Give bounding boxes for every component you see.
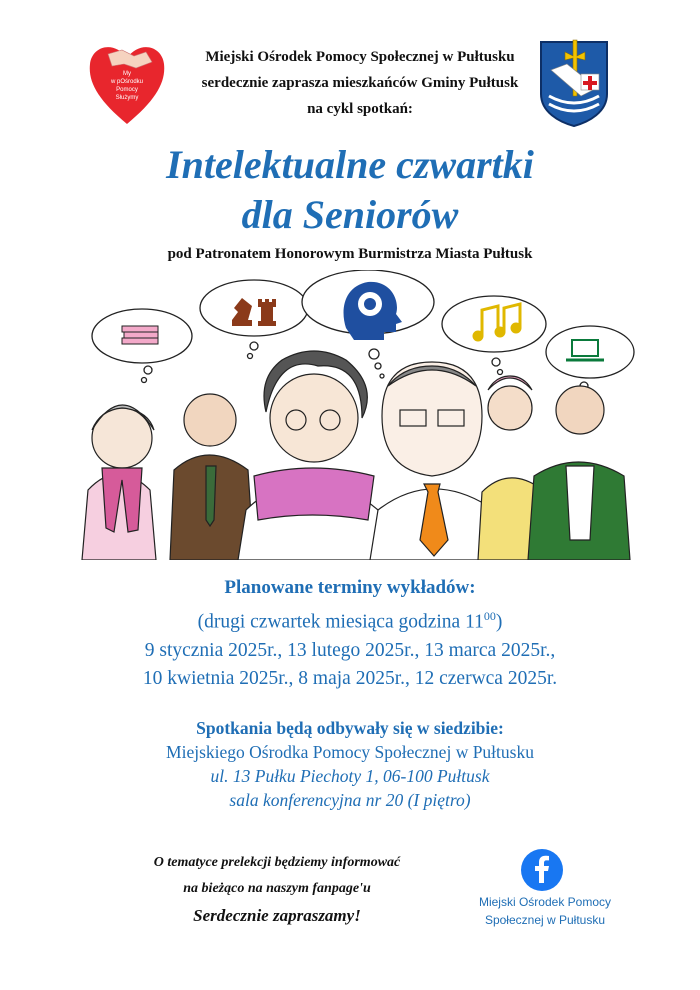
header-line-2: serdecznie zaprasza mieszkańców Gminy Pułtusk	[201, 75, 519, 91]
title-line-1: Intelektualne czwartki	[166, 142, 534, 187]
patronage-text: pod Patronatem Honorowym Burmistrza Miasta Pułtusk	[167, 246, 533, 262]
event-title	[0, 140, 700, 240]
schedule-note	[0, 602, 700, 637]
schedule-heading: Planowane terminy wykładów:	[224, 577, 476, 598]
logo-text: My	[123, 71, 131, 77]
schedule-note-time-sup: 00	[483, 609, 496, 623]
fanpage-info	[112, 850, 442, 902]
info-line-1: O tematyce prelekcji będziemy informować	[153, 855, 401, 870]
invite-text: Serdecznie zapraszamy!	[193, 906, 361, 925]
header-line-3: na cykl spotkań:	[307, 101, 413, 117]
seniors-illustration	[78, 270, 638, 560]
schedule-dates-2: 10 kwietnia 2025r., 8 maja 2025r., 12 czerwca 2025r.	[142, 667, 558, 689]
logo-text: w pOśrodku	[110, 79, 143, 85]
header-line-1: Miejski Ośrodek Pomocy Społecznej w Pułtusku	[205, 49, 515, 65]
facebook-icon[interactable]	[521, 849, 563, 891]
logo-text: Pomocy	[116, 87, 138, 93]
schedule-dates-1: 9 stycznia 2025r., 13 lutego 2025r., 13 marca 2025r.,	[144, 639, 556, 661]
location-room: sala konferencyjna nr 20 (I piętro)	[229, 790, 471, 810]
facebook-page-name[interactable]	[460, 893, 630, 929]
title-line-2: dla Seniorów	[241, 192, 459, 237]
schedule-note-prefix: (drugi czwartek miesiąca godzina 11	[197, 611, 484, 633]
info-line-2: na bieżąco na naszym fanpage'u	[183, 881, 371, 896]
schedule-note-suffix: )	[495, 611, 503, 633]
header-text	[150, 44, 570, 122]
laptop-icon	[566, 340, 604, 360]
location-name: Miejskiego Ośrodka Pomocy Społecznej w Pułtusku	[166, 742, 534, 762]
location-section	[0, 716, 700, 812]
logo-text: Służymy	[115, 95, 139, 101]
books-icon	[122, 326, 158, 344]
location-address: ul. 13 Pułku Piechoty 1, 06-100 Pułtusk	[210, 766, 490, 786]
location-heading: Spotkania będą odbywały się w siedzibie:	[196, 718, 504, 738]
fb-line-1: Miejski Ośrodek Pomocy	[478, 895, 612, 909]
schedule-section	[0, 574, 700, 693]
fb-line-2: Społecznej w Pułtusku	[484, 913, 606, 927]
